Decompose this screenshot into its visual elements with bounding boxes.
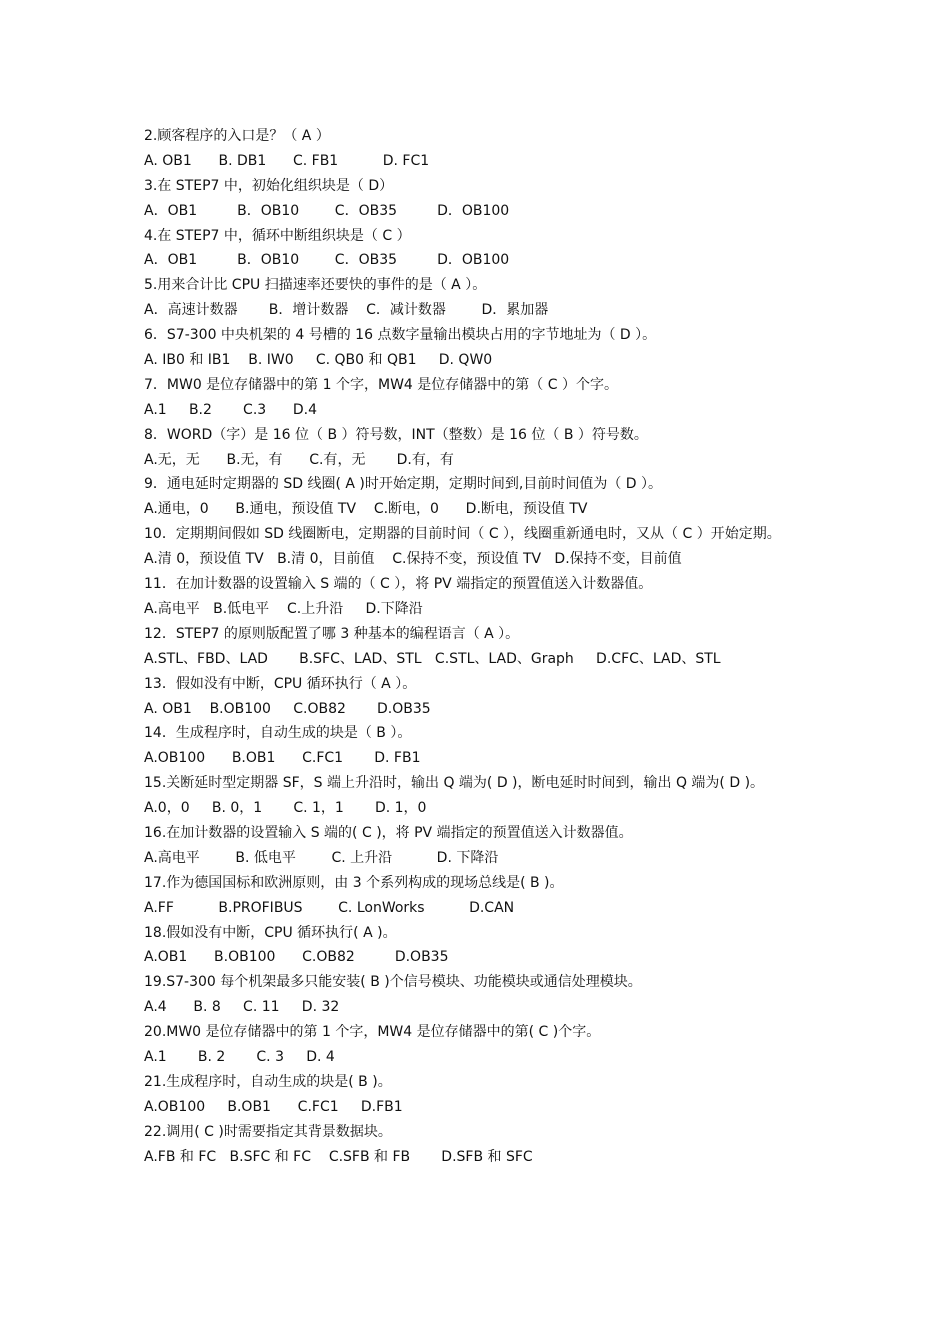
answer-options: A. IB0 和 IB1 B. IW0 C. QB0 和 QB1 D. QW0 xyxy=(144,352,493,369)
question-text: 19.S7-300 每个机架最多只能安装( B )个信号模块、功能模块或通信处理模块。 xyxy=(144,974,642,991)
quiz-content xyxy=(144,124,814,1169)
question-text: 12．STEP7 的原则版配置了哪 3 种基本的编程语言（ A ）。 xyxy=(144,625,520,642)
question-text: 21.生成程序时，自动生成的块是( B )。 xyxy=(144,1073,392,1090)
question-text: 11．在加计数器的设置输入 S 端的（ C ），将 PV 端指定的预置值送入计数器值。 xyxy=(144,576,653,593)
question-text: 17.作为德国国标和欧洲原则，由 3 个系列构成的现场总线是( B )。 xyxy=(144,874,564,891)
answer-options: A．高速计数器 B．增计数器 C．减计数器 D．累加器 xyxy=(144,302,549,319)
answer-options: A．OB1 B．OB10 C．OB35 D．OB100 xyxy=(144,252,510,269)
answer-options: A.通电，0 B.通电，预设值 TV C.断电，0 D.断电，预设值 TV xyxy=(144,501,588,518)
question-text: 7．MW0 是位存储器中的第 1 个字，MW4 是位存储器中的第（ C ）个字。 xyxy=(144,376,618,393)
answer-options: A．OB1 B．OB10 C．OB35 D．OB100 xyxy=(144,202,510,219)
answer-options: A.无，无 B.无，有 C.有，无 D.有，有 xyxy=(144,451,454,468)
answer-options: A. OB1 B.OB100 C.OB82 D.OB35 xyxy=(144,700,431,717)
question-text: 20.MW0 是位存储器中的第 1 个字，MW4 是位存储器中的第( C )个字。 xyxy=(144,1024,601,1041)
question-text: 14．生成程序时，自动生成的块是（ B ）。 xyxy=(144,725,412,742)
question-text: 9．通电延时定期器的 SD 线圈( A )时开始定期，定期时间到,目前时间值为（ D ）。 xyxy=(144,476,663,493)
question-text: 13．假如没有中断，CPU 循环执行（ A ）。 xyxy=(144,675,417,692)
answer-options: A.FF B.PROFIBUS C. LonWorks D.CAN xyxy=(144,899,515,916)
answer-options: A.1 B. 2 C. 3 D. 4 xyxy=(144,1048,335,1065)
question-text: 5.用来合计比 CPU 扫描速率还要快的事件的是（ A ）。 xyxy=(144,277,487,294)
answer-options: A.1 B.2 C.3 D.4 xyxy=(144,401,318,418)
answer-options: A. OB1 B. DB1 C. FB1 D. FC1 xyxy=(144,152,430,169)
question-text: 15.关断延时型定期器 SF，S 端上升沿时，输出 Q 端为( D )，断电延时时间到，输出 Q 端为( D )。 xyxy=(144,775,765,792)
question-text: 22.调用( C )时需要指定其背景数据块。 xyxy=(144,1123,392,1140)
question-text: 3.在 STEP7 中，初始化组织块是（ D） xyxy=(144,177,394,194)
answer-options: A.FB 和 FC B.SFC 和 FC C.SFB 和 FB D.SFB 和 SFC xyxy=(144,1148,533,1165)
answer-options: A.STL、FBD、LAD B.SFC、LAD、STL C.STL、LAD、Graph D.CFC、LAD、STL xyxy=(144,650,721,667)
answer-options: A.OB100 B.OB1 C.FC1 D.FB1 xyxy=(144,1098,403,1115)
question-text: 16.在加计数器的设置输入 S 端的( C )，将 PV 端指定的预置值送入计数器值。 xyxy=(144,824,633,841)
answer-options: A.清 0，预设值 TV B.清 0，目前值 C.保持不变，预设值 TV D.保持不变，目前值 xyxy=(144,551,682,568)
question-text: 8．WORD（字）是 16 位（ B ）符号数，INT（整数）是 16 位（ B ）符号数。 xyxy=(144,426,648,443)
answer-options: A.高电平 B.低电平 C.上升沿 D.下降沿 xyxy=(144,600,423,617)
question-text: 4.在 STEP7 中，循环中断组织块是（ C ） xyxy=(144,227,411,244)
question-text: 2.顾客程序的入口是？（ A ） xyxy=(144,128,330,144)
question-text: 18.假如没有中断，CPU 循环执行( A )。 xyxy=(144,924,397,941)
answer-options: A.0，0 B. 0，1 C. 1，1 D. 1，0 xyxy=(144,800,427,817)
question-text: 10．定期期间假如 SD 线圈断电，定期器的目前时间（ C ），线圈重新通电时，又从（ C ）开始定期。 xyxy=(144,526,781,543)
answer-options: A.OB100 B.OB1 C.FC1 D. FB1 xyxy=(144,750,421,767)
answer-options: A.高电平 B. 低电平 C. 上升沿 D. 下降沿 xyxy=(144,849,499,866)
answer-options: A.4 B. 8 C. 11 D. 32 xyxy=(144,999,340,1016)
answer-options: A.OB1 B.OB100 C.OB82 D.OB35 xyxy=(144,949,449,966)
question-text: 6．S7-300 中央机架的 4 号槽的 16 点数字量输出模块占用的字节地址为（ D ）。 xyxy=(144,327,657,344)
